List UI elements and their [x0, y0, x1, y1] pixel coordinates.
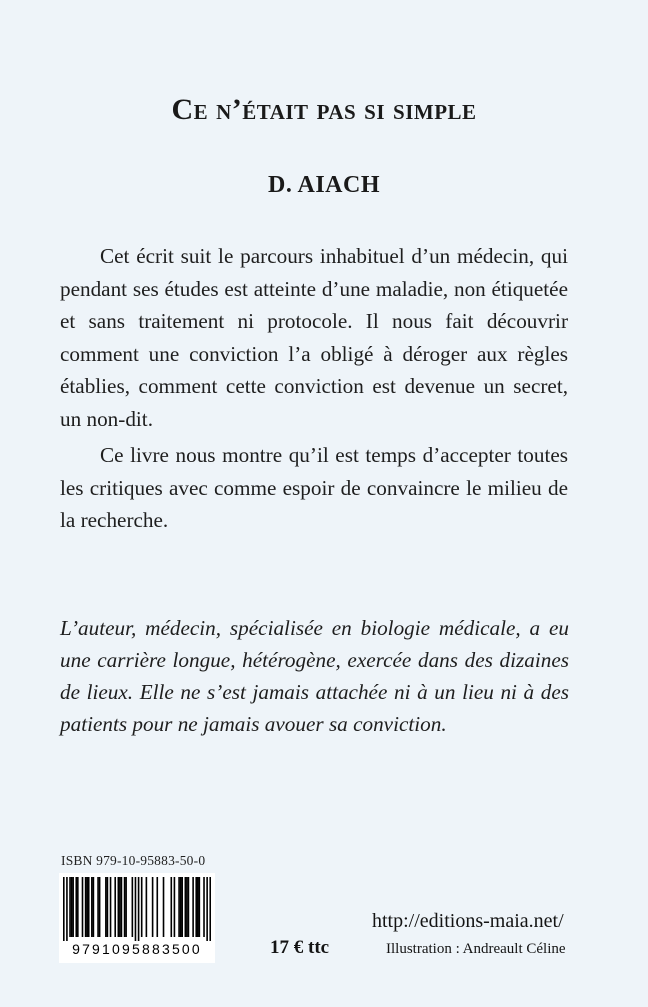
barcode-bar: [110, 877, 112, 937]
barcode-bar: [135, 877, 137, 941]
barcode-bar: [107, 877, 109, 937]
book-title: Ce n’était pas si simple: [171, 93, 477, 126]
barcode-bar: [146, 877, 148, 937]
barcode-bar: [185, 877, 187, 937]
barcode-bar: [203, 877, 205, 937]
barcode-bar: [141, 877, 143, 937]
synopsis: [60, 240, 568, 541]
barcode-bar: [119, 877, 121, 937]
barcode-bar: [174, 877, 176, 937]
price: 17 € ttc: [270, 937, 330, 958]
barcode-bars: [63, 877, 211, 941]
barcode-bar: [209, 877, 211, 941]
barcode-bar: [199, 877, 201, 937]
barcode-bar: [85, 877, 87, 937]
barcode-bar: [138, 877, 140, 941]
synopsis-paragraph-2: Ce livre nous montre qu’il est temps d’accepter toutes les critiques avec comme espoir de convaincre le milieu de la recherche.: [60, 443, 568, 532]
barcode-bar: [132, 877, 134, 937]
barcode-bar: [206, 877, 208, 941]
barcode-bar: [188, 877, 190, 937]
barcode-bar: [97, 877, 99, 937]
barcode-bar: [192, 877, 194, 937]
barcode-bar: [99, 877, 101, 937]
barcode-bar: [91, 877, 93, 937]
barcode-bar: [72, 877, 74, 937]
barcode-bar: [71, 877, 73, 937]
barcode-bar: [82, 877, 84, 937]
barcode-bar: [124, 877, 126, 937]
barcode-bar: [105, 877, 107, 937]
barcode-bar: [121, 877, 123, 937]
publisher-website: http://editions-maia.net/: [372, 910, 564, 932]
barcode-bar: [186, 877, 188, 937]
barcode-bar: [93, 877, 95, 937]
barcode-bar: [63, 877, 65, 941]
barcode: [59, 873, 215, 963]
barcode-bar: [125, 877, 127, 937]
barcode-bar: [77, 877, 79, 937]
author-bio: L’auteur, médecin, spécialisée en biologie médicale, a eu une carrière longue, hétérogène, exercée dans des dizaines de lieux. Elle ne s’est jamais attachée ni à un lieu ni à des patients pour ne jamais avouer sa conviction.: [60, 616, 569, 736]
barcode-bar: [156, 877, 158, 937]
barcode-bar: [152, 877, 154, 937]
barcode-bar: [163, 877, 165, 937]
barcode-bar: [88, 877, 90, 937]
barcode-bar: [86, 877, 88, 937]
barcode-bar: [118, 877, 120, 937]
illustration-credit: Illustration : Andreault Céline: [386, 941, 566, 957]
barcode-bar: [195, 877, 197, 937]
barcode-bar: [178, 877, 180, 937]
barcode-bar: [170, 877, 172, 937]
barcode-bar: [66, 877, 68, 941]
barcode-bar: [197, 877, 199, 937]
isbn-label: ISBN 979-10-95883-50-0: [61, 853, 206, 868]
barcode-bar: [75, 877, 77, 937]
author-name: D. AIACH: [267, 172, 380, 198]
synopsis-paragraph-1: Cet écrit suit le parcours inhabituel d’un médecin, qui pendant ses études est atteinte d’une maladie, non étiquetée et sans traitement ni protocole. Il nous fait découvrir comment une conviction l’a obligé à déroger aux règles établies, comment cette conviction est devenue un secret, un non-dit.: [60, 244, 568, 431]
barcode-bar: [180, 877, 182, 937]
barcode-bar: [114, 877, 116, 937]
barcode-bar: [181, 877, 183, 937]
barcode-bar: [69, 877, 71, 937]
barcode-digits: 9791095883500: [72, 941, 202, 957]
